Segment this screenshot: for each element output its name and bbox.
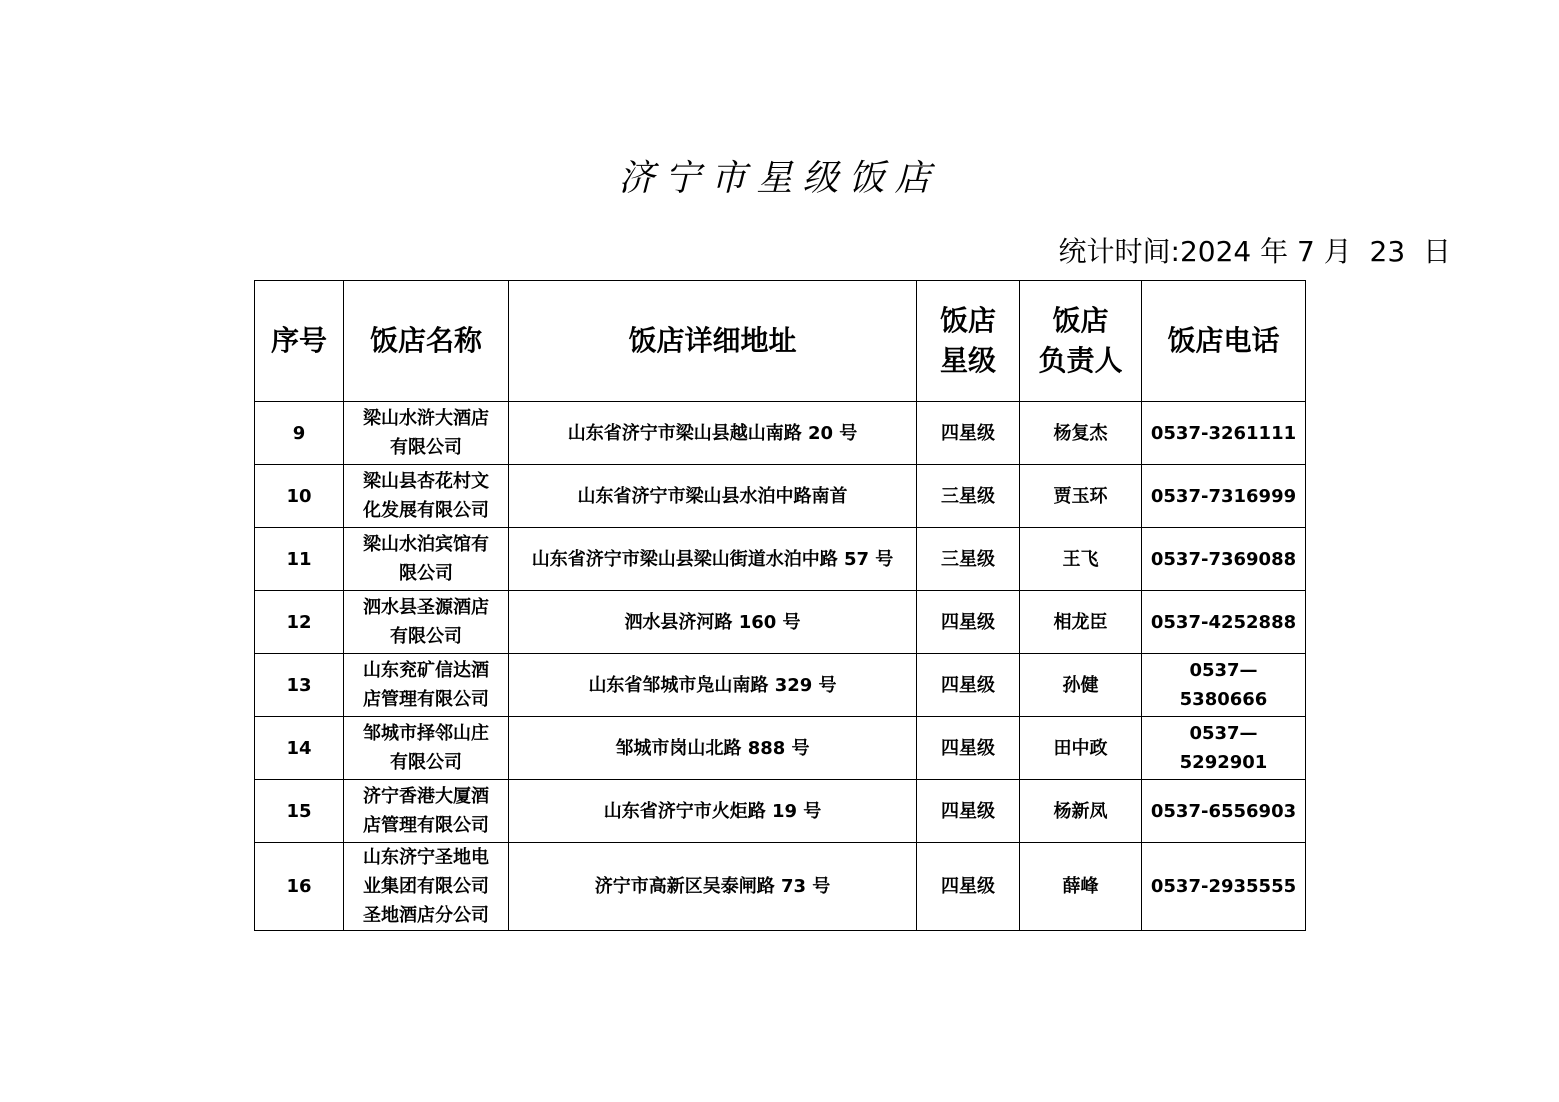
- cell-star: 四星级: [917, 780, 1020, 843]
- header-index: 序号: [255, 281, 344, 402]
- cell-star: 四星级: [917, 654, 1020, 717]
- cell-manager: 相龙臣: [1020, 591, 1142, 654]
- header-star-line2: 星级: [939, 344, 996, 377]
- table-row: [255, 654, 1306, 717]
- cell-star: 四星级: [917, 402, 1020, 465]
- table-row: [255, 402, 1306, 465]
- cell-phone: 0537-4252888: [1142, 591, 1306, 654]
- cell-phone: 0537-3261111: [1142, 402, 1306, 465]
- header-name: 饭店名称: [344, 281, 509, 402]
- cell-address: 泗水县济河路 160 号: [509, 591, 917, 654]
- cell-index: 15: [255, 780, 344, 843]
- cell-phone: 0537-7369088: [1142, 528, 1306, 591]
- cell-index: 13: [255, 654, 344, 717]
- cell-manager: 杨复杰: [1020, 402, 1142, 465]
- cell-name: 泗水县圣源酒店有限公司: [344, 591, 509, 654]
- cell-phone: 0537—5292901: [1142, 717, 1306, 780]
- cell-address: 济宁市高新区吴泰闸路 73 号: [509, 843, 917, 931]
- hotel-table: [254, 280, 1306, 931]
- statistics-date: 统计时间:2024 年 7 月 23 日: [1058, 235, 1451, 268]
- header-manager-line2: 负责人: [1038, 344, 1123, 377]
- cell-manager: 王飞: [1020, 528, 1142, 591]
- cell-manager: 薛峰: [1020, 843, 1142, 931]
- cell-index: 14: [255, 717, 344, 780]
- header-star-line1: 饭店: [939, 304, 996, 337]
- cell-name: 邹城市择邻山庄有限公司: [344, 717, 509, 780]
- table-row: [255, 717, 1306, 780]
- cell-name: 山东兖矿信达酒店管理有限公司: [344, 654, 509, 717]
- cell-name: 山东济宁圣地电业集团有限公司圣地酒店分公司: [344, 843, 509, 931]
- cell-index: 9: [255, 402, 344, 465]
- cell-address: 邹城市岗山北路 888 号: [509, 717, 917, 780]
- cell-index: 10: [255, 465, 344, 528]
- cell-phone: 0537—5380666: [1142, 654, 1306, 717]
- table-row: [255, 843, 1306, 931]
- cell-phone: 0537-7316999: [1142, 465, 1306, 528]
- page-title: 济宁市星级饭店: [618, 158, 941, 199]
- header-manager: [1020, 281, 1142, 402]
- cell-address: 山东省济宁市梁山县越山南路 20 号: [509, 402, 917, 465]
- cell-name: 梁山水浒大酒店有限公司: [344, 402, 509, 465]
- cell-index: 12: [255, 591, 344, 654]
- cell-phone: 0537-6556903: [1142, 780, 1306, 843]
- header-address: 饭店详细地址: [509, 281, 917, 402]
- cell-address: 山东省济宁市梁山县水泊中路南首: [509, 465, 917, 528]
- cell-star: 三星级: [917, 528, 1020, 591]
- header-manager-line1: 饭店: [1052, 304, 1109, 337]
- cell-address: 山东省济宁市火炬路 19 号: [509, 780, 917, 843]
- cell-name: 济宁香港大厦酒店管理有限公司: [344, 780, 509, 843]
- cell-star: 四星级: [917, 591, 1020, 654]
- cell-star: 三星级: [917, 465, 1020, 528]
- cell-manager: 贾玉环: [1020, 465, 1142, 528]
- header-star: [917, 281, 1020, 402]
- cell-star: 四星级: [917, 717, 1020, 780]
- cell-phone: 0537-2935555: [1142, 843, 1306, 931]
- table-row: [255, 780, 1306, 843]
- table-row: [255, 591, 1306, 654]
- cell-index: 11: [255, 528, 344, 591]
- cell-name: 梁山水泊宾馆有限公司: [344, 528, 509, 591]
- cell-index: 16: [255, 843, 344, 931]
- cell-address: 山东省邹城市凫山南路 329 号: [509, 654, 917, 717]
- cell-manager: 孙健: [1020, 654, 1142, 717]
- cell-manager: 杨新凤: [1020, 780, 1142, 843]
- cell-star: 四星级: [917, 843, 1020, 931]
- cell-address: 山东省济宁市梁山县梁山街道水泊中路 57 号: [509, 528, 917, 591]
- cell-manager: 田中政: [1020, 717, 1142, 780]
- table-row: [255, 465, 1306, 528]
- table-header-row: [255, 281, 1306, 402]
- header-phone: 饭店电话: [1142, 281, 1306, 402]
- table-row: [255, 528, 1306, 591]
- cell-name: 梁山县杏花村文化发展有限公司: [344, 465, 509, 528]
